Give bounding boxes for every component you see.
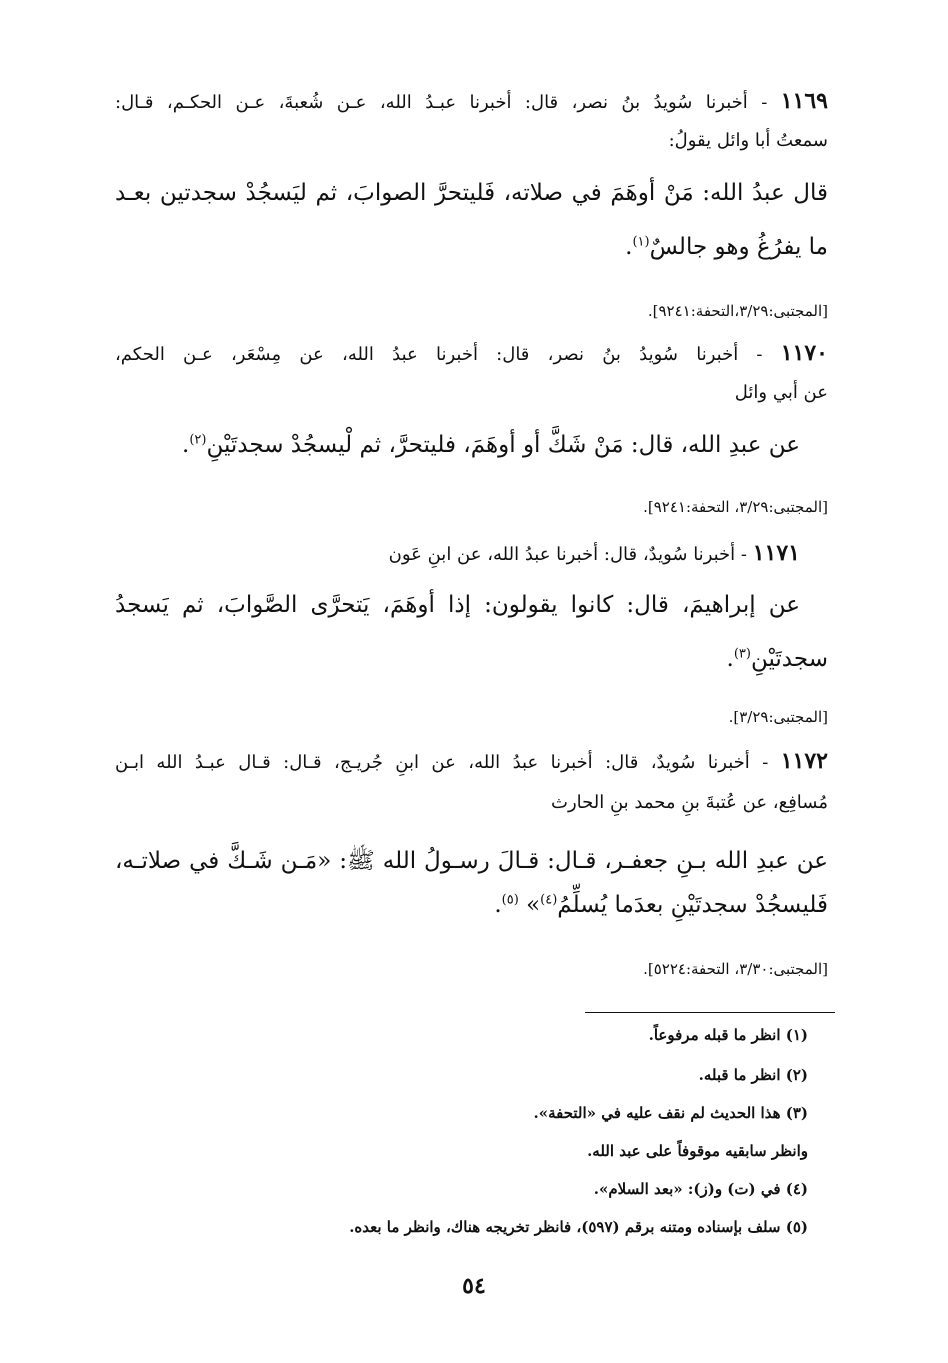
hadith-1172-isnad-line-2: مُسافِع، عن عُتبةَ بنِ محمد بنِ الحارث (551, 792, 828, 813)
footnote-2: (٢) انظر ما قبله. (698, 1066, 808, 1084)
footnote-separator (585, 1012, 835, 1013)
footnote-1: (١) انظر ما قبله مرفوعاً. (648, 1026, 808, 1044)
footnote-marker: (١) (632, 234, 650, 250)
hadith-1171-isnad-line-1: ١١٧١ - أخبرنا سُويدٌ، قال: أخبرنا عبدُ الله، عن ابنِ عَون (388, 540, 800, 566)
hadith-1170-matn-line-1: عن عبدِ الله، قال: مَنْ شَكَّ أو أوهَمَ، فليتحرَّ، ثم لْيسجُدْ سجدتَيْنِ$^{(٢)}$. (182, 432, 800, 458)
footnote-5: (٥) سلف بإسناده ومتنه برقم (٥٩٧)، فانظر تخريجه هناك، وانظر ما بعده. (349, 1218, 808, 1236)
hadith-1170-reference: [المجتبى:٣/٢٩، التحفة:٩٢٤١]. (643, 498, 828, 516)
hadith-1171-matn-line-1: عن إبراهيمَ، قال: كانوا يقولون: إذا أوهَمَ، يَتحرَّى الصَّوابَ، ثم يَسجدُ (115, 592, 800, 618)
hadith-number: ١١٧٠ (780, 340, 828, 366)
hadith-number: ١١٧٢ (780, 748, 828, 774)
hadith-1169-reference: [المجتبى:٣/٢٩،التحفة:٩٢٤١]. (647, 302, 828, 320)
hadith-number: ١١٦٩ (780, 88, 828, 114)
hadith-1171-reference: [المجتبى:٣/٢٩]. (728, 708, 828, 726)
hadith-1172-isnad-line-1: ١١٧٢ - أخبرنا سُويدٌ، قال: أخبرنا عبدُ الله، عن ابنِ جُريـج، قـال: قـال عبـدُ الله ابـن (115, 748, 828, 774)
footnote-3-continued: وانظر سابقيه موقوفاً على عبد الله. (587, 1142, 808, 1160)
footnote-marker: (٢) (189, 432, 207, 448)
footnote-4: (٤) في (ت) و(ز): «بعد السلام». (593, 1180, 808, 1198)
hadith-1169-isnad-line-1: ١١٦٩ - أخبرنا سُويدُ بنُ نصر، قال: أخبرنا عبـدُ الله، عـن شُعبةَ، عـن الحكـم، قـال: (115, 88, 828, 114)
footnote-marker: (٣) (733, 646, 751, 662)
hadith-1171-matn-line-2: سجدتَيْنِ$^{(٣)}$. (726, 646, 828, 672)
hadith-1172-matn-line-2: فَليسجُدْ سجدتَيْنِ بعدَما يُسلِّمُ$^{(٤)}$» $^{(٥)}$. (494, 892, 828, 918)
page-number: ٥٤ (462, 1273, 486, 1299)
hadith-1172-reference: [المجتبى:٣/٣٠، التحفة:٥٢٢٤]. (643, 960, 828, 978)
hadith-1172-matn-line-1: عن عبدِ الله بـنِ جعفـر، قـال: قـالَ رسـولُ الله ﷺ: «مَـن شَـكَّ في صلاتـه، (115, 848, 828, 874)
footnote-marker: (٥) (501, 892, 519, 908)
hadith-1169-matn-line-2: ما يفرُغُ وهو جالسٌ$^{(١)}$. (625, 234, 828, 260)
hadith-number: ١١٧١ (752, 540, 800, 566)
footnote-marker: (٤) (540, 892, 558, 908)
footnote-3: (٣) هذا الحديث لم نقف عليه في «التحفة». (533, 1104, 808, 1122)
hadith-1169-matn-line-1: قال عبدُ الله: مَنْ أوهَمَ في صلاته، فَليتحرَّ الصوابَ، ثم ليَسجُدْ سجدتين بعـد (115, 180, 828, 206)
hadith-1169-isnad-line-2: سمعتُ أبا وائل يقولُ: (668, 130, 828, 151)
hadith-1170-isnad-line-1: ١١٧٠ - أخبرنا سُويدُ بنُ نصر، قال: أخبرنا عبدُ الله، عن مِسْعَر، عـن الحكم، (115, 340, 828, 366)
hadith-1170-isnad-line-2: عن أبي وائل (734, 382, 828, 403)
